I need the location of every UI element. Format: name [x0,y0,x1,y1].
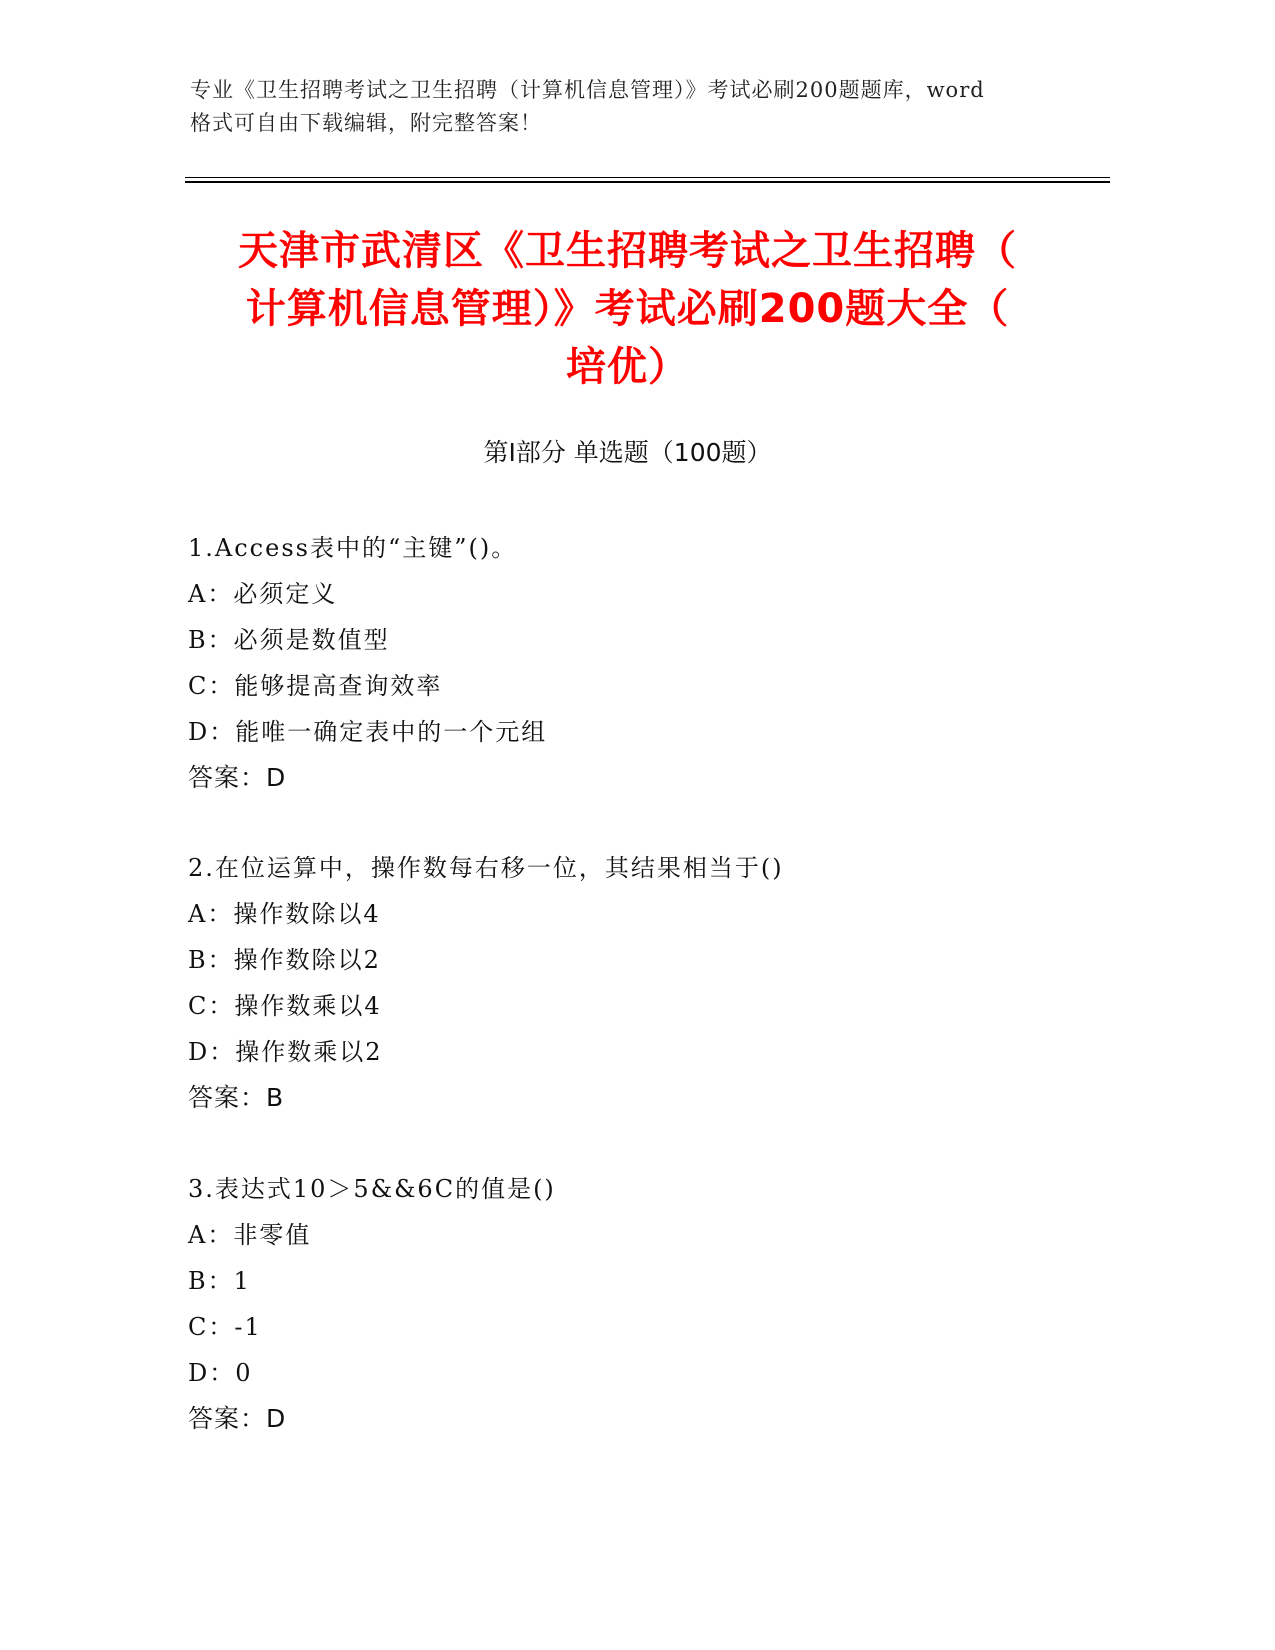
header-divider-thin [185,177,1110,178]
question-3 [188,1166,1088,1442]
option-d: D：能唯一确定表中的一个元组 [188,718,548,746]
question-stem: 1.Access表中的“主键”()。 [188,534,518,562]
answer: 答案：D [188,763,287,792]
question-2 [188,845,1088,1121]
section-title: 第Ⅰ部分 单选题（100题） [483,438,772,467]
answer: 答案：D [188,1404,287,1433]
option-c: C：-1 [188,1313,262,1341]
question-stem: 2.在位运算中，操作数每右移一位，其结果相当于() [188,854,784,882]
header-divider-thick [185,181,1110,183]
answer: 答案：B [188,1083,285,1112]
option-a: A：非零值 [188,1221,312,1249]
document-title [185,222,1070,396]
title-line-1: 天津市武清区《卫生招聘考试之卫生招聘（ [238,228,1017,274]
option-a: A：必须定义 [188,580,338,608]
option-c: C：操作数乘以4 [188,992,382,1020]
title-line-2: 计算机信息管理）》考试必刷200题大全（ [245,286,1010,332]
question-1 [188,525,1088,801]
option-a: A：操作数除以4 [188,900,381,928]
option-b: B：操作数除以2 [188,946,381,974]
header-note-line-1: 专业《卫生招聘考试之卫生招聘（计算机信息管理）》考试必刷200题题库，word [190,78,985,102]
option-d: D：操作数乘以2 [188,1038,383,1066]
title-line-3: 培优） [566,344,689,390]
option-b: B：必须是数值型 [188,626,390,654]
option-b: B：1 [188,1267,251,1295]
option-c: C：能够提高查询效率 [188,672,443,700]
header-note [190,74,1090,140]
option-d: D：0 [188,1359,253,1387]
question-stem: 3.表达式10＞5&&6C的值是() [188,1175,556,1203]
header-note-line-2: 格式可自由下载编辑，附完整答案！ [190,111,542,135]
